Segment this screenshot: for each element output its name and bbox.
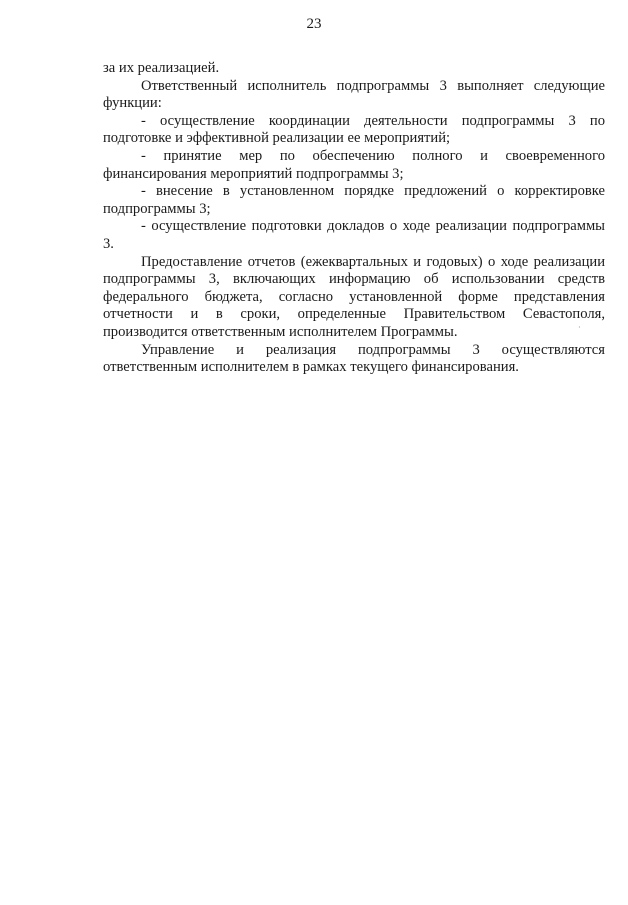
list-item-financing: - принятие мер по обеспечению полного и своевременного финансирования мероприятий подпрограммы 3; [103, 147, 605, 182]
scan-artifact-mark: · [578, 323, 581, 332]
paragraph-management: Управление и реализация подпрограммы 3 осуществляются ответственным исполнителем в рамках текущего финансирования. [103, 341, 605, 376]
paragraph-reporting: Предоставление отчетов (ежеквартальных и годовых) о ходе реализации подпрограммы 3, включающих информацию об использовании средств федерального бюджета, согласно установленной форме представления отчетности и в сроки, определенные Правительством Севастополя, производится ответственным исполнителем Программы. [103, 253, 605, 340]
list-item-corrections: - внесение в установленном порядке предложений о корректировке подпрограммы 3; [103, 183, 605, 217]
document-body [103, 60, 605, 377]
paragraph-continuation: за их реализацией. [103, 60, 220, 76]
list-item-coordination: - осуществление координации деятельности подпрограммы 3 по подготовке и эффективной реализации ее мероприятий; [103, 112, 605, 147]
page-number: 23 [306, 16, 322, 32]
list-item-reports: - осуществление подготовки докладов о ходе реализации подпрограммы 3. [103, 218, 605, 252]
paragraph-functions-intro: Ответственный исполнитель подпрограммы 3 выполняет следующие функции: [103, 77, 605, 112]
